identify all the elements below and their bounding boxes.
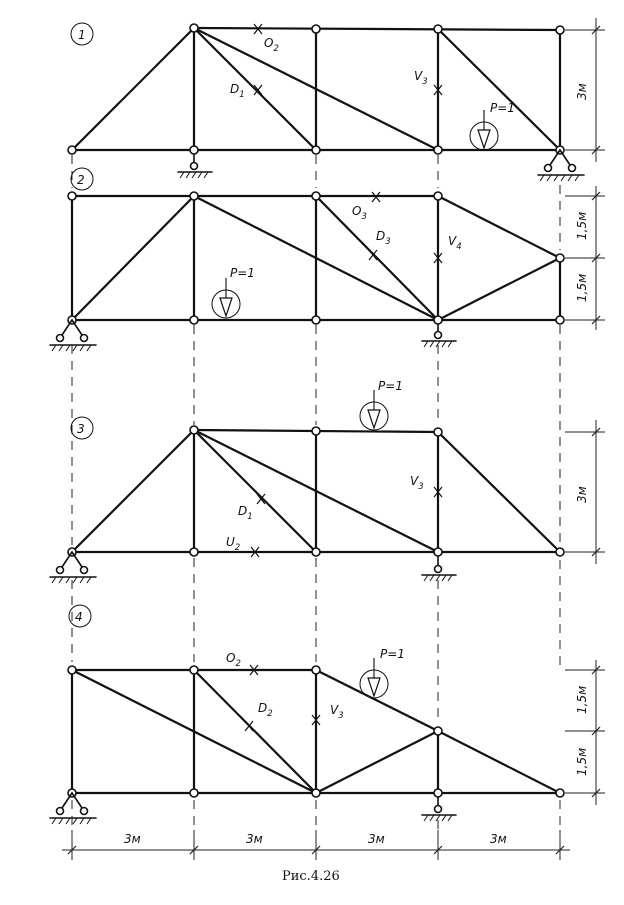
load-label: P=1 bbox=[380, 647, 405, 661]
svg-text:1,5м: 1,5м bbox=[575, 211, 589, 240]
load-label: P=1 bbox=[378, 379, 403, 393]
load-label: P=1 bbox=[230, 266, 255, 280]
label-o2: $O_2$ bbox=[264, 36, 279, 54]
dimension-label: 3м bbox=[124, 832, 141, 846]
section-marks bbox=[245, 665, 320, 731]
dimension-label: 3м bbox=[368, 832, 385, 846]
scheme-number bbox=[71, 168, 93, 190]
svg-text:2: 2 bbox=[77, 173, 85, 187]
truss-scheme-2 bbox=[50, 168, 605, 351]
svg-text:3м: 3м bbox=[575, 486, 589, 503]
label-v3: $V_3$ bbox=[410, 474, 424, 492]
load-p1 bbox=[360, 379, 403, 430]
load-p1 bbox=[360, 647, 405, 698]
label-v3: $V_3$ bbox=[414, 69, 428, 87]
svg-text:1,5м: 1,5м bbox=[575, 685, 589, 714]
dimension-halves bbox=[565, 660, 605, 805]
scheme-number bbox=[71, 417, 93, 439]
dimension-height bbox=[565, 420, 605, 564]
dimension-label: 3м bbox=[246, 832, 263, 846]
dimension-height bbox=[565, 18, 605, 162]
truss-scheme-3 bbox=[50, 379, 605, 583]
dimension-label: 3м bbox=[490, 832, 507, 846]
label-d1: $D_1$ bbox=[230, 82, 245, 100]
section-marks bbox=[369, 192, 442, 263]
scheme-number bbox=[71, 23, 93, 45]
label-d1: $D_1$ bbox=[238, 504, 253, 522]
dimension-panels bbox=[62, 830, 570, 860]
section-marks bbox=[254, 24, 442, 95]
svg-text:1,5м: 1,5м bbox=[575, 747, 589, 776]
truss-scheme-4 bbox=[50, 605, 605, 824]
label-d3: $D_3$ bbox=[376, 229, 391, 247]
label-v3: $V_3$ bbox=[330, 703, 344, 721]
support-pin bbox=[422, 556, 456, 581]
section-marks bbox=[251, 487, 442, 557]
load-p1 bbox=[470, 101, 515, 150]
dimension-halves bbox=[565, 186, 605, 330]
svg-text:1: 1 bbox=[78, 28, 86, 42]
label-v4: $V_4$ bbox=[448, 234, 462, 252]
scheme-3-bars bbox=[72, 430, 560, 552]
figure-caption: Рис.4.26 bbox=[282, 869, 340, 884]
label-o2: $O_2$ bbox=[226, 651, 241, 669]
truss-scheme-1 bbox=[68, 18, 605, 181]
scheme-4-bars bbox=[72, 670, 560, 793]
scheme-2-bars bbox=[72, 196, 560, 320]
label-o3: $O_3$ bbox=[352, 204, 367, 222]
load-label: P=1 bbox=[490, 101, 515, 115]
support-pin bbox=[178, 154, 212, 178]
support-pin bbox=[422, 797, 456, 821]
label-d2: $D_2$ bbox=[258, 701, 273, 719]
svg-text:4: 4 bbox=[75, 610, 83, 624]
svg-text:3: 3 bbox=[77, 422, 85, 436]
svg-text:1,5м: 1,5м bbox=[575, 273, 589, 302]
svg-text:3м: 3м bbox=[575, 83, 589, 100]
label-u2: $U_2$ bbox=[226, 535, 241, 553]
support-pin bbox=[422, 324, 456, 347]
load-p1 bbox=[212, 266, 255, 318]
